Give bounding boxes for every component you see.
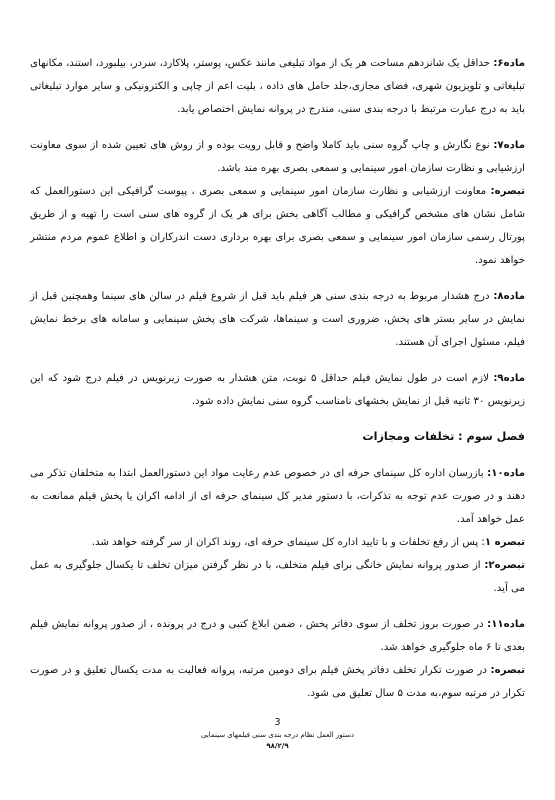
article-6-text: حداقل یک شانزدهم مساحت هر یک از مواد تبلیغی مانند عکس، پوستر، پلاکارد، سردر، بیلبورد، استند، مکانهای تبلیغاتی و تلویزیون شهری، فضای مجازی،جلد حامل های داده ، بلیت اعم از چاپی و الکترونیکی و سایر موارد تبلیغاتی باید به درج عبارت مرتبط با درجه بندی سنی، مندرج در پروانه نمایش اختصاص یابد. (30, 58, 525, 115)
article-7-label: ماده۷: (493, 140, 525, 151)
article-10-text: بازرسان اداره کل سینمای حرفه ای در خصوص عدم رعایت مواد این دستورالعمل ابتدا به متخلفان تذکر می دهند و در صورت عدم توجه به تذکرات، با دستور مدیر کل سینمای حرفه ای از ادامه اکران یا پخش فیلم ممانعت به عمل خواهد آمد. (30, 468, 525, 525)
article-10-label: ماده۱۰: (487, 468, 525, 479)
article-7-text: نوع نگارش و چاپ گروه سنی باید کاملا واضح و قابل رویت بوده و از روش های تعیین شده از سوی معاونت ارزشیابی و نظارت سازمان امور سینمایی و سمعی بصری بهره مند باشد. (30, 140, 525, 174)
article-7-note-text: معاونت ارزشیابی و نظارت سازمان امور سینمایی و سمعی بصری ، پیوست گرافیکی این دستورالعمل که شامل نشان های مشخص گرافیکی و مطالب آگاهی بخش برای هر یک از گروه های سنی است را تهیه و از طریق پورتال رسمی سازمان امور سینمایی و سمعی بصری برای بهره برداری دست اندرکاران و اطلاع عموم مردم منتشر خواهد نمود. (30, 186, 525, 266)
article-10-note-2-text: از صدور پروانه نمایش خانگی برای فیلم متخلف، با در نظر گرفتن میزان تخلف تا یکسال جلوگیری به عمل می آید. (30, 560, 525, 594)
article-10-note-2-label: تبصره۲: (484, 560, 525, 571)
page-number: 3 (274, 717, 281, 728)
article-10-note-1-label: تبصره ۱ (484, 537, 525, 548)
article-7 (30, 134, 525, 180)
article-6-label: ماده۶: (493, 58, 525, 69)
section-heading: فصل سوم : تخلفات ومجازات (362, 430, 525, 443)
article-11-label: ماده۱۱: (487, 619, 525, 630)
article-11-note (30, 659, 525, 705)
article-6 (30, 52, 525, 121)
article-9 (30, 367, 525, 413)
article-9-text: لازم است در طول نمایش فیلم حداقل ۵ نوبت، متن هشدار به صورت زیرنویس در فیلم درج شود که این زیرنویس ۳۰ ثانیه قبل از نمایش بخشهای نامناسب گروه سنی نمایش داده شود. (30, 373, 525, 407)
article-10 (30, 462, 525, 531)
page-footer (0, 716, 555, 752)
article-10-note-1-text: : پس از رفع تخلفات و با تایید اداره کل سینمای حرفه ای، روند اکران از سر گرفته خواهد شد. (91, 537, 485, 548)
article-7-note-label: تبصره: (490, 186, 525, 197)
article-10-note-2 (30, 554, 525, 600)
article-8-text: درج هشدار مربوط به درجه بندی سنی هر فیلم باید قبل از شروع فیلم در سالن های سینما وهمچنین قبل از نمایش در سایر بستر های پخش، ضروری است و سینماها، شرکت های پخش سینمایی و سامانه های برخط نمایش فیلم، مسئول اجرای آن هستند. (30, 291, 525, 348)
article-11-note-text: در صورت تکرار تخلف دفاتر پخش فیلم برای دومین مرتبه، پروانه فعالیت به مدت یکسال تعلیق و در صورت تکرار در مرتبه سوم،به مدت ۵ سال تعلیق می شود. (30, 665, 525, 699)
footer-date: ۹۸/۲/۹ (266, 742, 289, 750)
footer-title: دستور العمل نظام درجه بندی سنی فیلمهای سینمایی (201, 731, 354, 739)
article-11 (30, 613, 525, 659)
article-9-label: ماده۹: (493, 373, 525, 384)
article-11-note-label: تبصره: (490, 665, 525, 676)
article-8-label: ماده۸: (493, 291, 525, 302)
article-10-note-1 (30, 531, 525, 554)
article-7-note (30, 180, 525, 272)
article-8 (30, 285, 525, 354)
article-11-text: در صورت بروز تخلف از سوی دفاتر پخش ، ضمن ابلاغ کتبی و درج در پرونده ، از صدور پروانه نمایش فیلم بعدی تا ۶ ماه جلوگیری خواهد شد. (30, 619, 525, 653)
